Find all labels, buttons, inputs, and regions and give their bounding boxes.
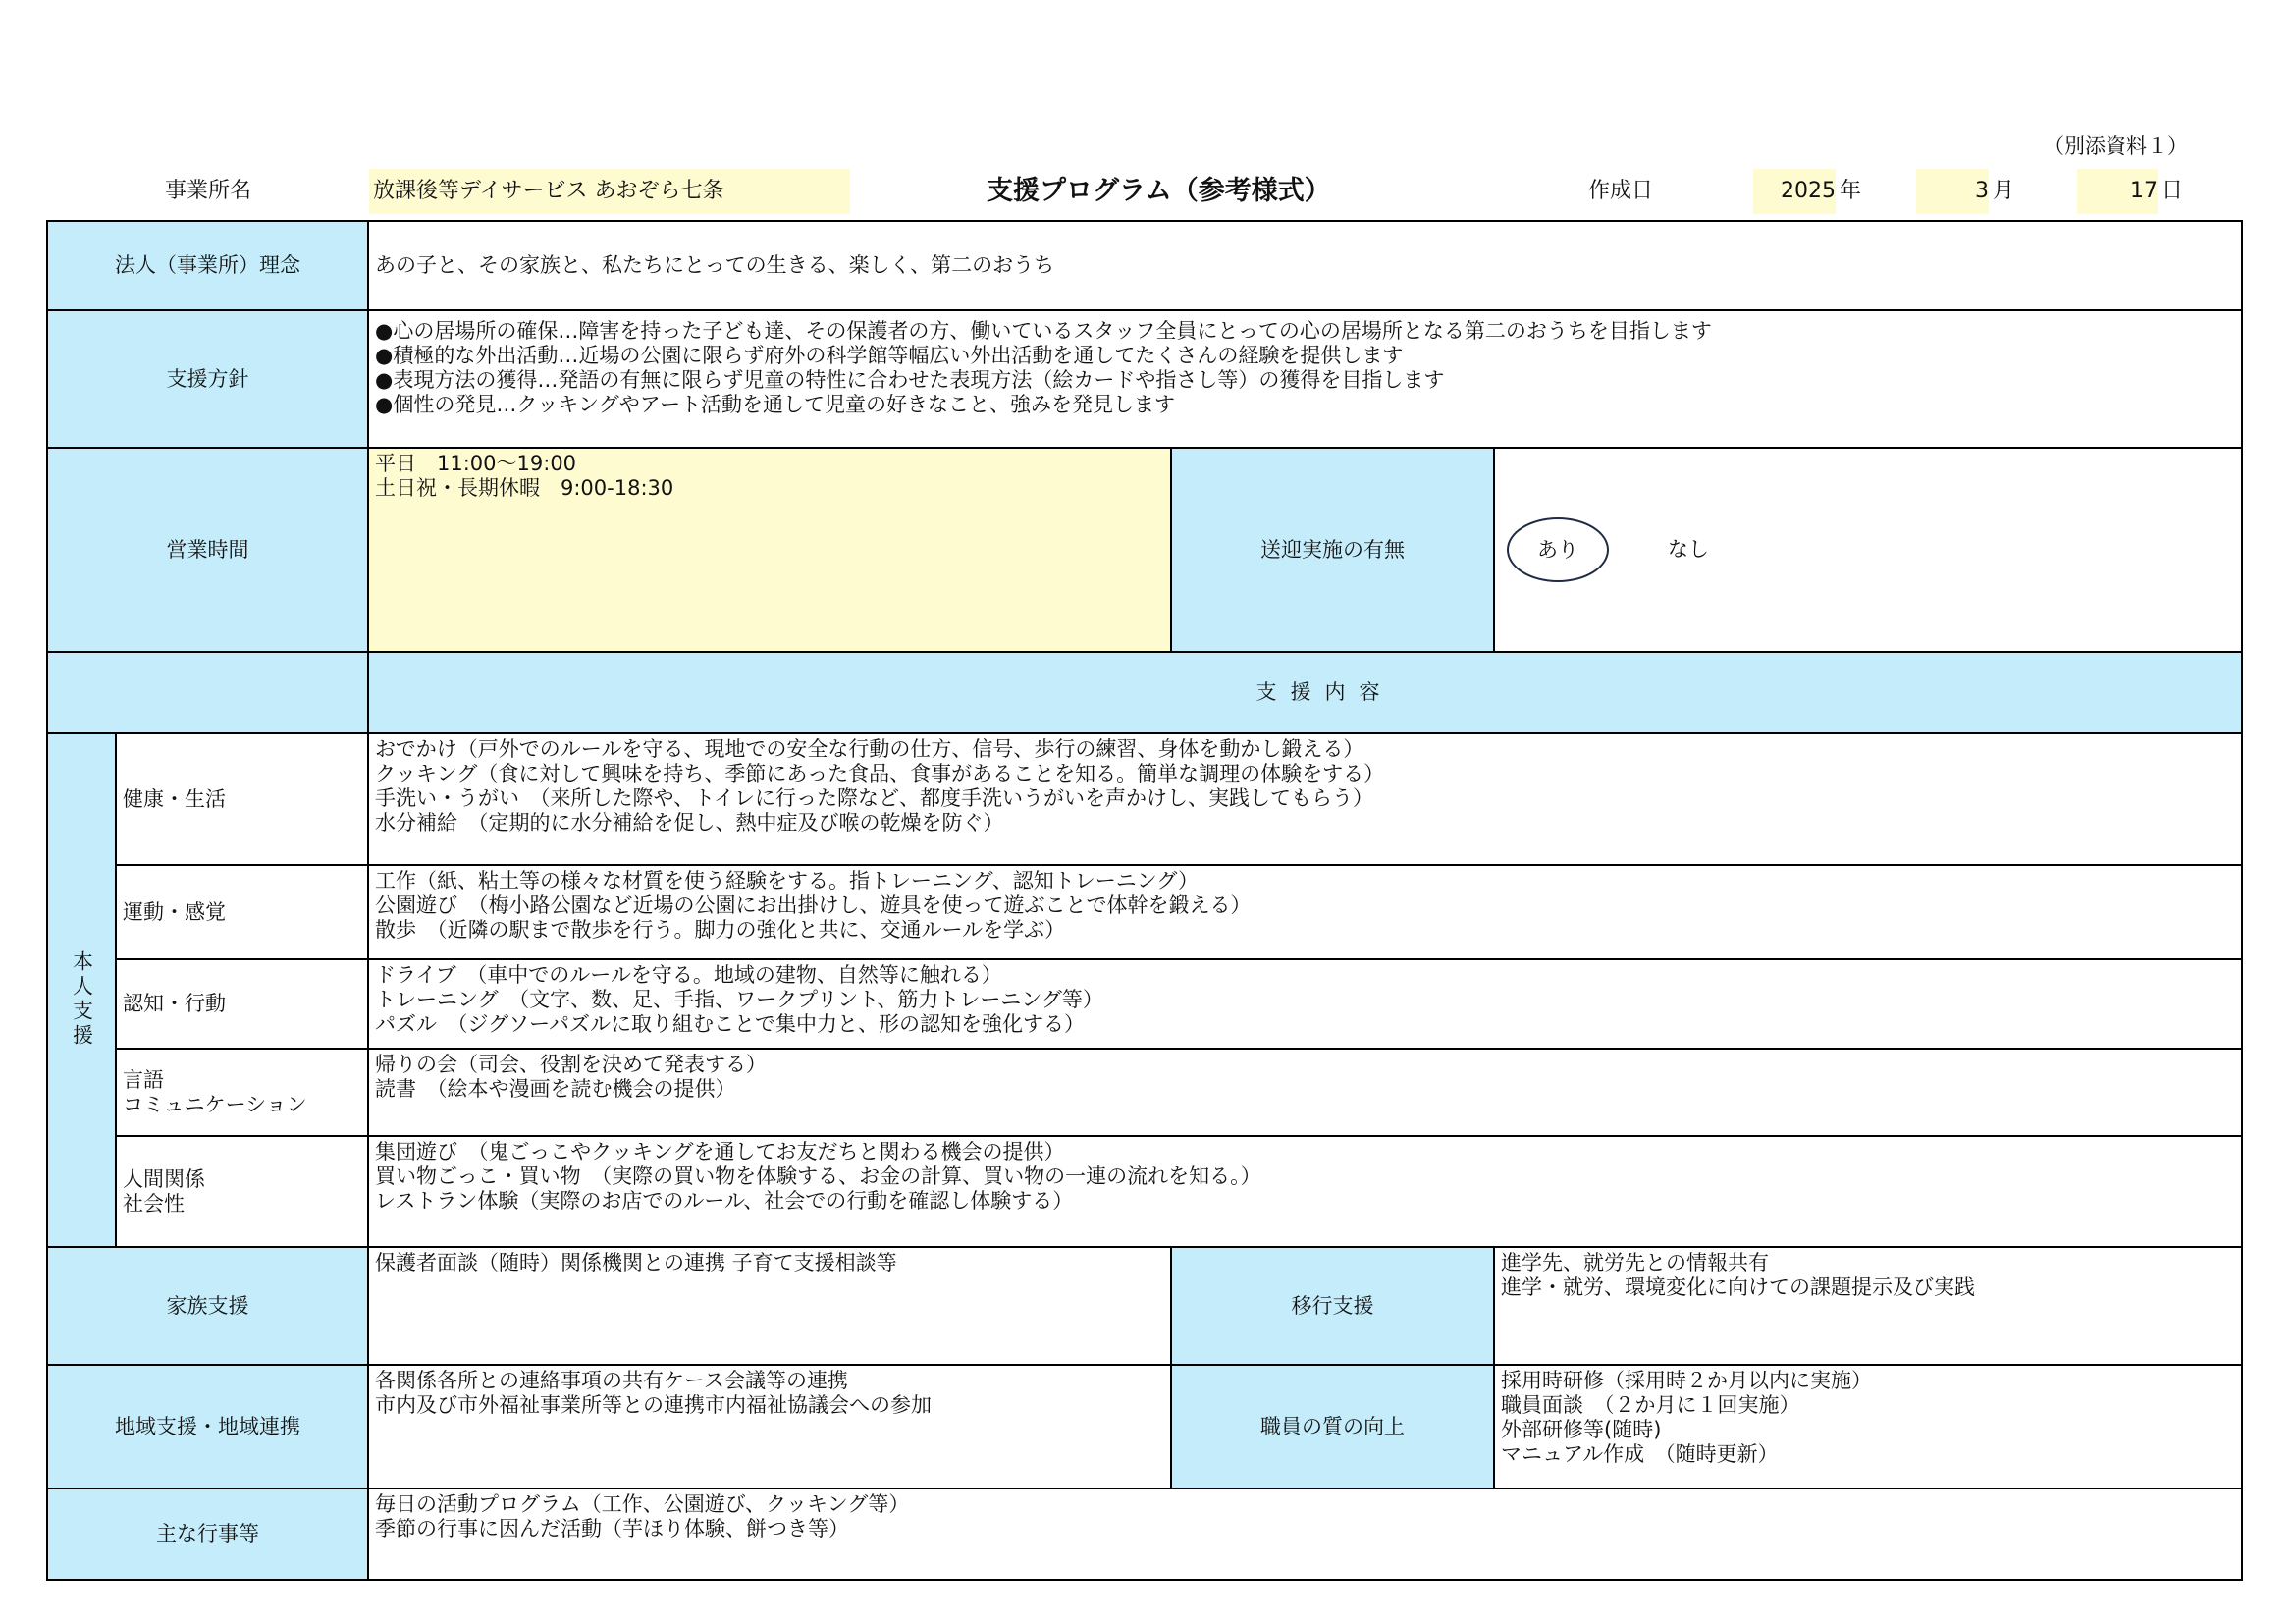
events-text: 毎日の活動プログラム（工作、公園遊び、クッキング等） 季節の行事に因んだ活動（芋ほり体験、餅つき等） xyxy=(368,1489,2242,1580)
transport-label: 送迎実施の有無 xyxy=(1171,448,1494,652)
row-relationships-social xyxy=(47,1136,2242,1247)
hours-label: 営業時間 xyxy=(47,448,368,652)
transport-yes-circled: あり xyxy=(1507,517,1609,582)
family-support-label: 家族支援 xyxy=(47,1247,368,1365)
annex-note: （別添資料１） xyxy=(2044,135,2188,158)
cognition-behavior-label: 認知・行動 xyxy=(116,959,368,1049)
support-program-table xyxy=(46,220,2243,1581)
motor-sensory-text: 工作（紙、粘土等の様々な材質を使う経験をする。指トレーニング、認知トレーニング） 公園遊び （梅小路公園など近場の公園にお出掛けし、遊具を使って遊ぶことで体幹を鍛える） 散歩 （近隣の駅まで散歩を行う。脚力の強化と共に、交通ルールを学ぶ） xyxy=(368,865,2242,959)
transport-no: なし xyxy=(1668,537,1709,562)
community-support-label: 地域支援・地域連携 xyxy=(47,1365,368,1489)
language-communication-label: 言語 コミュニケーション xyxy=(116,1049,368,1136)
staff-quality-text: 採用時研修（採用時２か月以内に実施） 職員面談 （２か月に１回実施） 外部研修等(随時) マニュアル作成 （随時更新） xyxy=(1494,1365,2242,1489)
philosophy-text: あの子と、その家族と、私たちにとっての生きる、楽しく、第二のおうち xyxy=(368,221,2242,310)
row-cognition-behavior xyxy=(47,959,2242,1049)
support-header-blank xyxy=(47,652,368,733)
philosophy-label: 法人（事業所）理念 xyxy=(47,221,368,310)
community-support-text: 各関係各所との連絡事項の共有ケース会議等の連携 市内及び市外福祉事業所等との連携市内福祉協議会への参加 xyxy=(368,1365,1171,1489)
row-health-life xyxy=(47,733,2242,865)
relationships-social-label: 人間関係 社会性 xyxy=(116,1136,368,1247)
date-day: 17 xyxy=(2077,169,2158,214)
date-year-unit: 年 xyxy=(1840,179,1862,203)
staff-quality-label: 職員の質の向上 xyxy=(1171,1365,1494,1489)
row-community xyxy=(47,1365,2242,1489)
support-header: 支援内容 xyxy=(1255,680,1394,704)
motor-sensory-label: 運動・感覚 xyxy=(116,865,368,959)
policy-label: 支援方針 xyxy=(47,310,368,448)
date-month: 3 xyxy=(1916,169,1989,214)
office-label: 事業所名 xyxy=(165,179,252,203)
date-year: 2025 xyxy=(1753,169,1836,214)
row-hours xyxy=(47,448,2242,652)
relationships-social-text: 集団遊び （鬼ごっこやクッキングを通してお友だちと関わる機会の提供） 買い物ごっこ・買い物 （実際の買い物を体験する、お金の計算、買い物の一連の流れを知る。） レストラン体験（実際のお店でのルール、社会での行動を確認し体験する） xyxy=(368,1136,2242,1247)
family-support-text: 保護者面談（随時）関係機関との連携 子育て支援相談等 xyxy=(368,1247,1171,1365)
events-label: 主な行事等 xyxy=(47,1489,368,1580)
language-communication-text: 帰りの会（司会、役割を決めて発表する） 読書 （絵本や漫画を読む機会の提供） xyxy=(368,1049,2242,1136)
page-title: 支援プログラム（参考様式） xyxy=(987,176,1331,206)
row-motor-sensory xyxy=(47,865,2242,959)
office-name: 放課後等デイサービス あおぞら七条 xyxy=(369,169,850,214)
support-header-cell xyxy=(368,652,2242,733)
hours-text: 平日 11:00～19:00 土日祝・長期休暇 9:00-18:30 xyxy=(368,448,1171,652)
cognition-behavior-text: ドライブ （車中でのルールを守る。地域の建物、自然等に触れる） トレーニング （文字、数、足、手指、ワークプリント、筋力トレーニング等） パズル （ジグソーパズルに取り組むことで集中力と、形の認知を強化する） xyxy=(368,959,2242,1049)
row-support-header xyxy=(47,652,2242,733)
date-label: 作成日 xyxy=(1588,179,1654,203)
transport-options xyxy=(1494,448,2242,652)
transition-support-text: 進学先、就労先との情報共有 進学・就労、環境変化に向けての課題提示及び実践 xyxy=(1494,1247,2242,1365)
date-month-unit: 月 xyxy=(1993,179,2015,203)
personal-support-cell xyxy=(47,733,116,1247)
date-day-unit: 日 xyxy=(2162,179,2184,203)
row-family xyxy=(47,1247,2242,1365)
transition-support-label: 移行支援 xyxy=(1171,1247,1494,1365)
personal-support-label: 本人支援 xyxy=(70,950,94,1049)
row-language-communication xyxy=(47,1049,2242,1136)
row-events xyxy=(47,1489,2242,1580)
policy-text: ●心の居場所の確保…障害を持った子ども達、その保護者の方、働いているスタッフ全員にとっての心の居場所となる第二のおうちを目指します ●積極的な外出活動…近場の公園に限らず府外の科学館等幅広い外出活動を通してたくさんの経験を提供します ●表現方法の獲得…発語の有無に限らず児童の特性に合わせた表現方法（絵カードや指さし等）の獲得を目指します ●個性の発見…クッキングやアート活動を通して児童の好きなこと、強みを発見します xyxy=(368,310,2242,448)
health-life-label: 健康・生活 xyxy=(116,733,368,865)
row-policy xyxy=(47,310,2242,448)
row-philosophy xyxy=(47,221,2242,310)
health-life-text: おでかけ（戸外でのルールを守る、現地での安全な行動の仕方、信号、歩行の練習、身体を動かし鍛える） クッキング（食に対して興味を持ち、季節にあった食品、食事があることを知る。簡単な調理の体験をする） 手洗い・うがい （来所した際や、トイレに行った際など、都度手洗いうがいを声かけし、実践してもらう） 水分補給 （定期的に水分補給を促し、熱中症及び喉の乾燥を防ぐ） xyxy=(368,733,2242,865)
